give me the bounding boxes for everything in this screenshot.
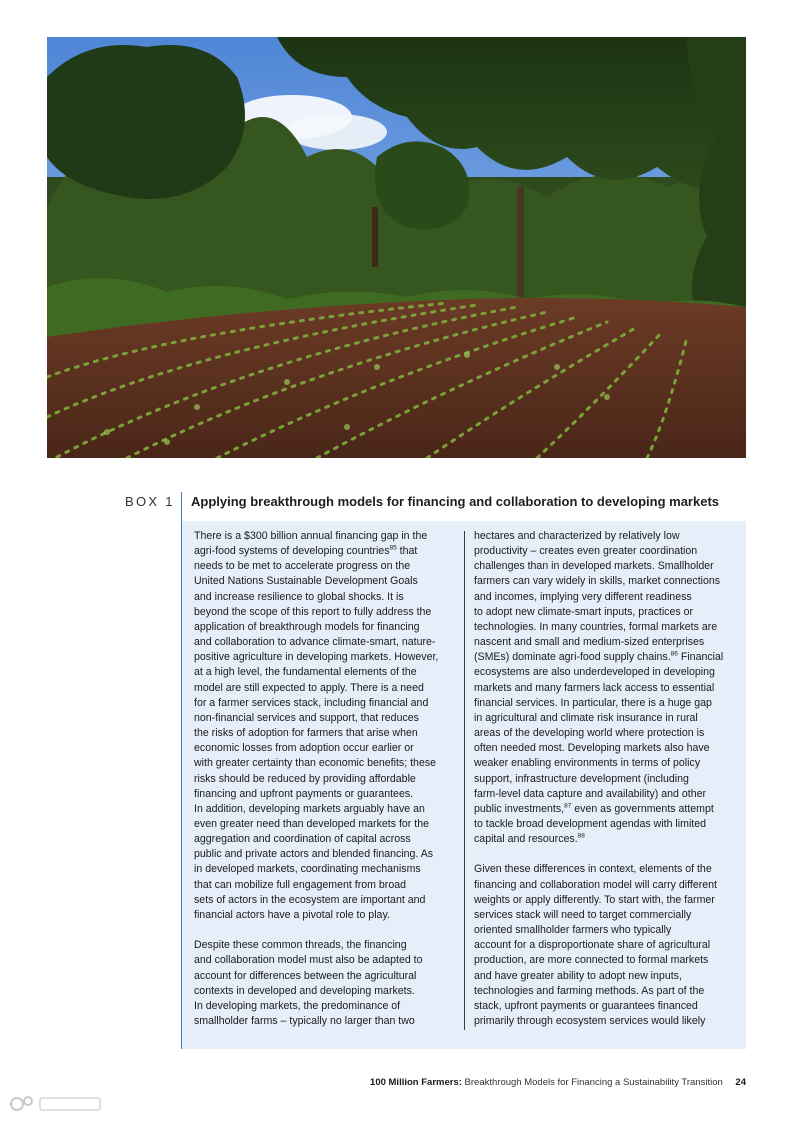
text-line: to adopt new climate-smart inputs, practices or — [474, 605, 694, 618]
text-line: Despite these common threads, the financing — [194, 939, 407, 952]
farm-field-image — [47, 37, 746, 458]
text-line: Given these differences in context, elements of the — [474, 863, 712, 876]
report-subtitle: Breakthrough Models for Financing a Sustainability Transition — [464, 1077, 723, 1088]
text-line: financing and collaboration model will carry different — [474, 878, 718, 891]
text-line: account for a disproportionate share of agricultural — [474, 939, 711, 952]
paragraph — [474, 862, 738, 1029]
text-line: oriented smallholder farmers who typically — [474, 924, 672, 937]
text-line: beyond the scope of this report to fully address the — [194, 605, 432, 618]
text-line: ecosystems are also underdeveloped in developing — [474, 666, 715, 679]
text-line: services stack will need to target commercially — [474, 908, 692, 921]
text-line: In developing markets, the predominance of — [194, 999, 401, 1012]
text-line: for a farmer services stack, including financial and — [194, 696, 429, 709]
text-line: contexts in developed and developing markets. — [194, 984, 415, 997]
text-line: support, infrastructure development (including — [474, 772, 689, 785]
text-line: stack, upfront payments or guarantees financed — [474, 999, 698, 1012]
text-line: in agricultural and climate risk insurance in rural — [474, 711, 698, 724]
text-line: needs to be met to accelerate progress on the — [194, 560, 411, 573]
text-line: financial services. In particular, there is a huge gap — [474, 696, 712, 709]
text-line: farmers can vary widely in skills, market connections — [474, 575, 721, 588]
watermark-logo-icon — [8, 1093, 108, 1115]
text-line: even greater need than developed markets for the — [194, 817, 429, 830]
report-brand: 100 Million Farmers: — [370, 1077, 462, 1088]
text-line: in developed markets, coordinating mechanisms — [194, 863, 421, 876]
right-column — [474, 529, 738, 1029]
text-line: public investments,$^{87}$ even as governments attempt — [474, 802, 714, 815]
text-line: application of breakthrough models for financing — [194, 620, 420, 633]
text-line: positive agriculture in developing markets. However, — [194, 651, 439, 664]
text-line: challenges than in developed markets. Smallholder — [474, 560, 714, 573]
text-line: at a high level, the fundamental elements of the — [194, 666, 417, 679]
text-line: technologies and farming methods. As part of the — [474, 984, 705, 997]
footnote-ref[interactable]: 86 — [670, 650, 678, 658]
text-line: weaker enabling environments in terms of policy — [474, 757, 701, 770]
text-line: risks should be reduced by providing affordable — [194, 772, 416, 785]
text-line: and incomes, implying very different readiness — [474, 590, 692, 603]
text-line: and have greater ability to adopt new inputs, — [474, 969, 682, 982]
box-label: BOX 1 — [125, 494, 175, 509]
text-line: and increase resilience to global shocks. It is — [194, 590, 404, 603]
text-line: hectares and characterized by relatively low — [474, 530, 680, 542]
text-line: often needed most. Developing markets also have — [474, 742, 710, 755]
text-line: farm-level data capture and availability) and other — [474, 787, 707, 800]
footnote-ref[interactable]: 85 — [389, 544, 397, 552]
text-line: There is a $300 billion annual financing gap in the — [194, 530, 428, 542]
text-line: to tackle broad development agendas with limited — [474, 817, 707, 830]
text-line: In addition, developing markets arguably have an — [194, 802, 425, 815]
box-title: Applying breakthrough models for financing and collaboration to developing markets — [191, 494, 719, 509]
footnote-ref[interactable]: 87 — [564, 802, 572, 810]
paragraph — [194, 529, 458, 923]
page-footer — [370, 1077, 746, 1088]
text-line: the risks of adoption for farmers that arise when — [194, 727, 418, 740]
text-line: productivity – creates even greater coordination — [474, 545, 698, 558]
text-line: areas of the developing world where protection is — [474, 727, 705, 740]
text-line: smallholder farms – typically no larger than two — [194, 1014, 415, 1027]
text-line: that can mobilize full engagement from broad — [194, 878, 406, 891]
column-divider — [464, 531, 465, 1030]
paragraph — [194, 938, 458, 1029]
text-line: production, are more connected to formal markets — [474, 954, 709, 967]
text-line: primarily through ecosystem services would likely — [474, 1014, 706, 1027]
text-line: economic losses from adoption occur earlier or — [194, 742, 414, 755]
paragraph — [474, 529, 738, 847]
text-line: weights or apply differently. To start with, the farmer — [474, 893, 715, 906]
text-line: financing and upfront payments or guarantees. — [194, 787, 414, 800]
text-line: model are still expected to apply. There is a need — [194, 681, 424, 694]
text-line: capital and resources.$^{88}$ — [474, 832, 585, 846]
left-column — [194, 529, 458, 1029]
text-line: non-financial services and support, that reduces — [194, 711, 419, 724]
text-line: public and private actors and blended financing. As — [194, 848, 434, 861]
text-line: markets and many farmers lack access to essential — [474, 681, 715, 694]
text-line: financial actors have a pivotal role to play. — [194, 908, 390, 921]
hero-photo — [47, 37, 746, 458]
text-line: sets of actors in the ecosystem are important and — [194, 893, 426, 906]
text-line: aggregation and coordination of capital across — [194, 833, 411, 846]
text-line: technologies. In many countries, formal markets are — [474, 620, 718, 633]
text-line: agri-food systems of developing countries$^{85}$ that — [194, 544, 418, 558]
text-line: and collaboration to advance climate-smart, nature- — [194, 636, 436, 649]
text-line: nascent and small and medium-sized enterprises — [474, 636, 705, 649]
text-line: with greater certainty than economic benefits; these — [194, 757, 437, 770]
text-line: account for differences between the agricultural — [194, 969, 417, 982]
text-line: and collaboration model must also be adapted to — [194, 954, 423, 967]
page-number: 24 — [735, 1077, 746, 1088]
text-line: (SMEs) dominate agri-food supply chains.$^{86}$ Financial — [474, 650, 724, 664]
footnote-ref[interactable]: 88 — [577, 832, 585, 840]
text-line: United Nations Sustainable Development Goals — [194, 575, 418, 588]
